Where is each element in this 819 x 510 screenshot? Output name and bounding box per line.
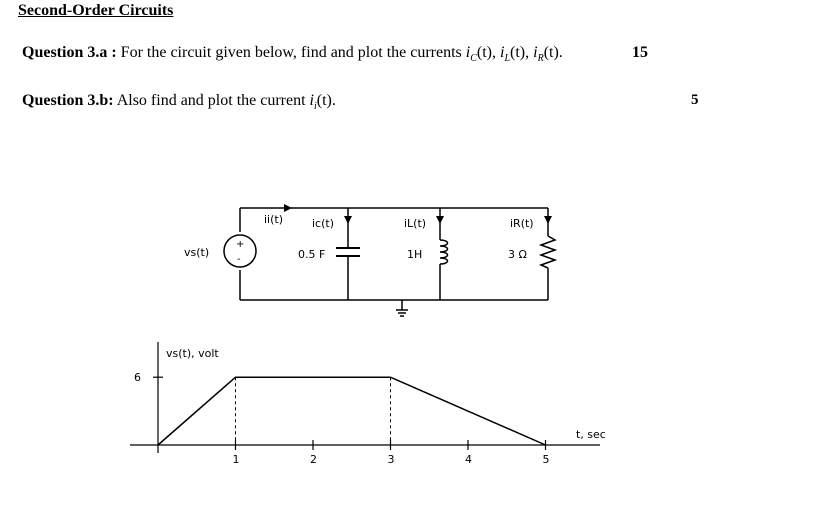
ir-label: iR(t) [510, 217, 534, 230]
y-tick-label-6: 6 [134, 371, 141, 385]
current-arg-1: (t), [510, 44, 534, 61]
question-3a-text: For the circuit given below, find and plot the currents [116, 44, 466, 61]
question-3b-label: Question 3.b: [22, 92, 114, 109]
current-symbol-1: $i_L$ [500, 44, 511, 65]
source-plus: + [236, 239, 245, 250]
inductor-value: 1H [407, 248, 423, 261]
resistor-value: 3 Ω [508, 248, 527, 261]
source-minus: - [237, 254, 241, 265]
question-3b-current: $i_i$ [309, 92, 317, 113]
ii-label: ii(t) [264, 213, 284, 226]
x-tick-label-2: 2 [310, 453, 317, 466]
current-symbol-0: $i_C$ [465, 44, 477, 65]
ic-label: ic(t) [312, 217, 334, 230]
section-title: Second-Order Circuits [18, 2, 174, 19]
current-arg-0: (t), [476, 44, 500, 61]
il-label: iL(t) [404, 217, 427, 230]
source-label: vs(t) [184, 246, 210, 259]
y-axis-label: vs(t), volt [166, 347, 219, 360]
current-symbol-2: $i_R$ [533, 44, 544, 65]
question-3b-text: Also find and plot the current [113, 92, 310, 109]
x-tick-label-5: 5 [542, 453, 550, 466]
x-axis-label: t, sec [576, 428, 606, 441]
current-arg-2: (t). [543, 44, 563, 61]
x-tick-label-3: 3 [387, 453, 395, 466]
capacitor-value: 0.5 F [298, 248, 326, 261]
x-tick-label-4: 4 [465, 453, 472, 466]
question-3a-label: Question 3.a : [22, 44, 117, 61]
question-3b-current-arg: (t). [316, 92, 336, 109]
x-tick-label-1: 1 [232, 453, 240, 466]
series-line-vs [158, 377, 546, 445]
question-3b-marks: 5 [691, 92, 699, 108]
question-3a-marks: 15 [632, 44, 648, 61]
